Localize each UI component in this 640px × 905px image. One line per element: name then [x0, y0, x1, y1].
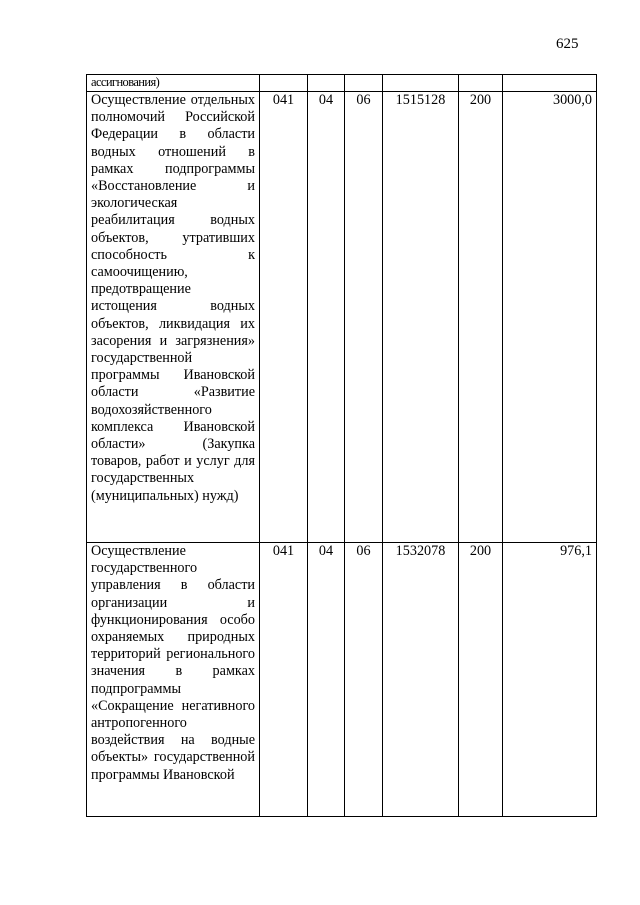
- subsection-cell: 06: [345, 92, 383, 543]
- section-cell: 04: [308, 92, 345, 543]
- empty-cell: [383, 75, 459, 92]
- expense-name-cell: [87, 543, 260, 817]
- expense-name-cell: ассигнования): [87, 75, 260, 92]
- empty-cell: [503, 75, 597, 92]
- table-row-continuation: [87, 75, 597, 92]
- empty-cell: [260, 75, 308, 92]
- empty-cell: [345, 75, 383, 92]
- expense-name-cell: [87, 92, 260, 543]
- table-row: [87, 92, 597, 543]
- expense-name: Осуществление государственного управления в области организации и функционирования особо охраняемых природных территорий регионального значения в рамках подпрограммы «Сокращение негативного антропогенного воздействия на водные объекты» государственной программы Ивановской: [91, 543, 255, 783]
- expense-type-cell: 200: [459, 92, 503, 543]
- subsection-cell: 06: [345, 543, 383, 817]
- target-article-cell: 1515128: [383, 92, 459, 543]
- section-cell: 04: [308, 543, 345, 817]
- page-number: 625: [556, 36, 579, 52]
- admin-code-cell: 041: [260, 92, 308, 543]
- empty-cell: [459, 75, 503, 92]
- expense-type-cell: 200: [459, 543, 503, 817]
- admin-code-cell: 041: [260, 543, 308, 817]
- empty-cell: [308, 75, 345, 92]
- target-article-cell: 1532078: [383, 543, 459, 817]
- amount-cell: 976,1: [503, 543, 597, 817]
- table-row: [87, 543, 597, 817]
- budget-table: [86, 74, 597, 817]
- expense-name: Осуществление отдельных полномочий Российской Федерации в области водных отношений в рамках подпрограммы «Восстановление и экологическая реабилитация водных объектов, утративших способность к самоочищению, предотвращение истощения водных объектов, ликвидация их засорения и загрязнения» государственной программы Ивановской области «Развитие водохозяйственного комплекса Ивановской области» (Закупка товаров, работ и услуг для государственных (муниципальных) нужд): [91, 92, 255, 504]
- amount-cell: 3000,0: [503, 92, 597, 543]
